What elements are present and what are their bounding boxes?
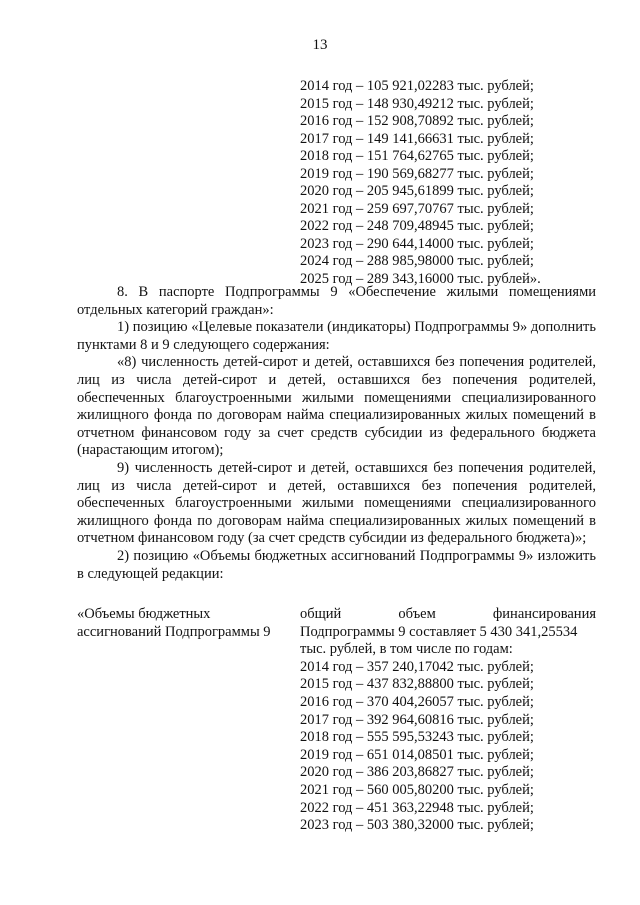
intro-line: общий объем финансирования — [300, 606, 596, 622]
year-line: 2018 год – 151 764,62765 тыс. рублей; — [300, 148, 534, 164]
budget-table-value — [300, 606, 596, 835]
year-line: 2018 год – 555 595,53243 тыс. рублей; — [300, 729, 534, 746]
year-line: 2021 год – 259 697,70767 тыс. рублей; — [300, 200, 534, 217]
intro-line: Подпрограммы 9 составляет 5 430 341,25534 — [300, 623, 578, 640]
year-line: 2014 год – 105 921,02283 тыс. рублей; — [300, 78, 534, 94]
year-line: 2015 год – 148 930,49212 тыс. рублей; — [300, 95, 534, 112]
label-line: ассигнований Подпрограммы 9 — [77, 623, 271, 640]
page-number: 13 — [312, 37, 328, 53]
year-line: 2023 год – 290 644,14000 тыс. рублей; — [300, 235, 534, 252]
paragraph-position-1: 1) позицию «Целевые показатели (индикаторы) Подпрограммы 9» дополнить пунктами 8 и 9 следующего содержания: — [77, 319, 596, 353]
year-line: 2019 год – 651 014,08501 тыс. рублей; — [300, 746, 534, 763]
funding-by-year-list-top — [300, 78, 541, 288]
item-9: 9) численность детей-сирот и детей, оставшихся без попечения родителей, лиц из числа детей-сирот и детей, оставшихся без попечения родителей, обеспеченных благоустроенными жилыми помещениями специализированного жилищного фонда по договорам найма специализированных жилых помещений в отчетном финансовом году (за счет средств субсидии из федерального бюджета)»; — [77, 459, 596, 547]
paragraph-8: 8. В паспорте Подпрограммы 9 «Обеспечение жилыми помещениями отдельных категорий граждан»: — [77, 284, 596, 318]
year-line: 2025 год – 289 343,16000 тыс. рублей». — [300, 270, 541, 287]
year-line: 2016 год – 370 404,26057 тыс. рублей; — [300, 693, 534, 710]
year-line: 2022 год – 248 709,48945 тыс. рублей; — [300, 218, 534, 234]
year-line: 2020 год – 205 945,61899 тыс. рублей; — [300, 183, 534, 199]
label-line: «Объемы бюджетных — [77, 606, 211, 622]
document-body — [77, 284, 596, 583]
year-line: 2017 год – 392 964,60816 тыс. рублей; — [300, 711, 534, 728]
year-line: 2017 год – 149 141,66631 тыс. рублей; — [300, 130, 534, 147]
year-line: 2023 год – 503 380,32000 тыс. рублей; — [300, 817, 534, 834]
intro-line: тыс. рублей, в том числе по годам: — [300, 641, 513, 658]
year-line: 2022 год – 451 363,22948 тыс. рублей; — [300, 799, 534, 816]
year-line: 2019 год – 190 569,68277 тыс. рублей; — [300, 165, 534, 182]
year-line: 2021 год – 560 005,80200 тыс. рублей; — [300, 781, 534, 798]
year-line: 2024 год – 288 985,98000 тыс. рублей; — [300, 253, 534, 269]
budget-table-label — [77, 606, 287, 641]
year-line: 2014 год – 357 240,17042 тыс. рублей; — [300, 658, 534, 675]
paragraph-position-2: 2) позицию «Объемы бюджетных ассигнований Подпрограммы 9» изложить в следующей редакции: — [77, 547, 596, 582]
year-line: 2015 год – 437 832,88800 тыс. рублей; — [300, 676, 534, 693]
year-line: 2016 год – 152 908,70892 тыс. рублей; — [300, 113, 534, 129]
item-8: «8) численность детей-сирот и детей, оставшихся без попечения родителей, лиц из числа детей-сирот и детей, оставшихся без попечения родителей, обеспеченных благоустроенными жилыми помещениями специализированного жилищного фонда по договорам найма специализированных жилых помещений в отчетном финансовом году за счет средств субсидии из федерального бюджета (нарастающим итогом); — [77, 354, 596, 459]
year-line: 2020 год – 386 203,86827 тыс. рублей; — [300, 764, 534, 781]
